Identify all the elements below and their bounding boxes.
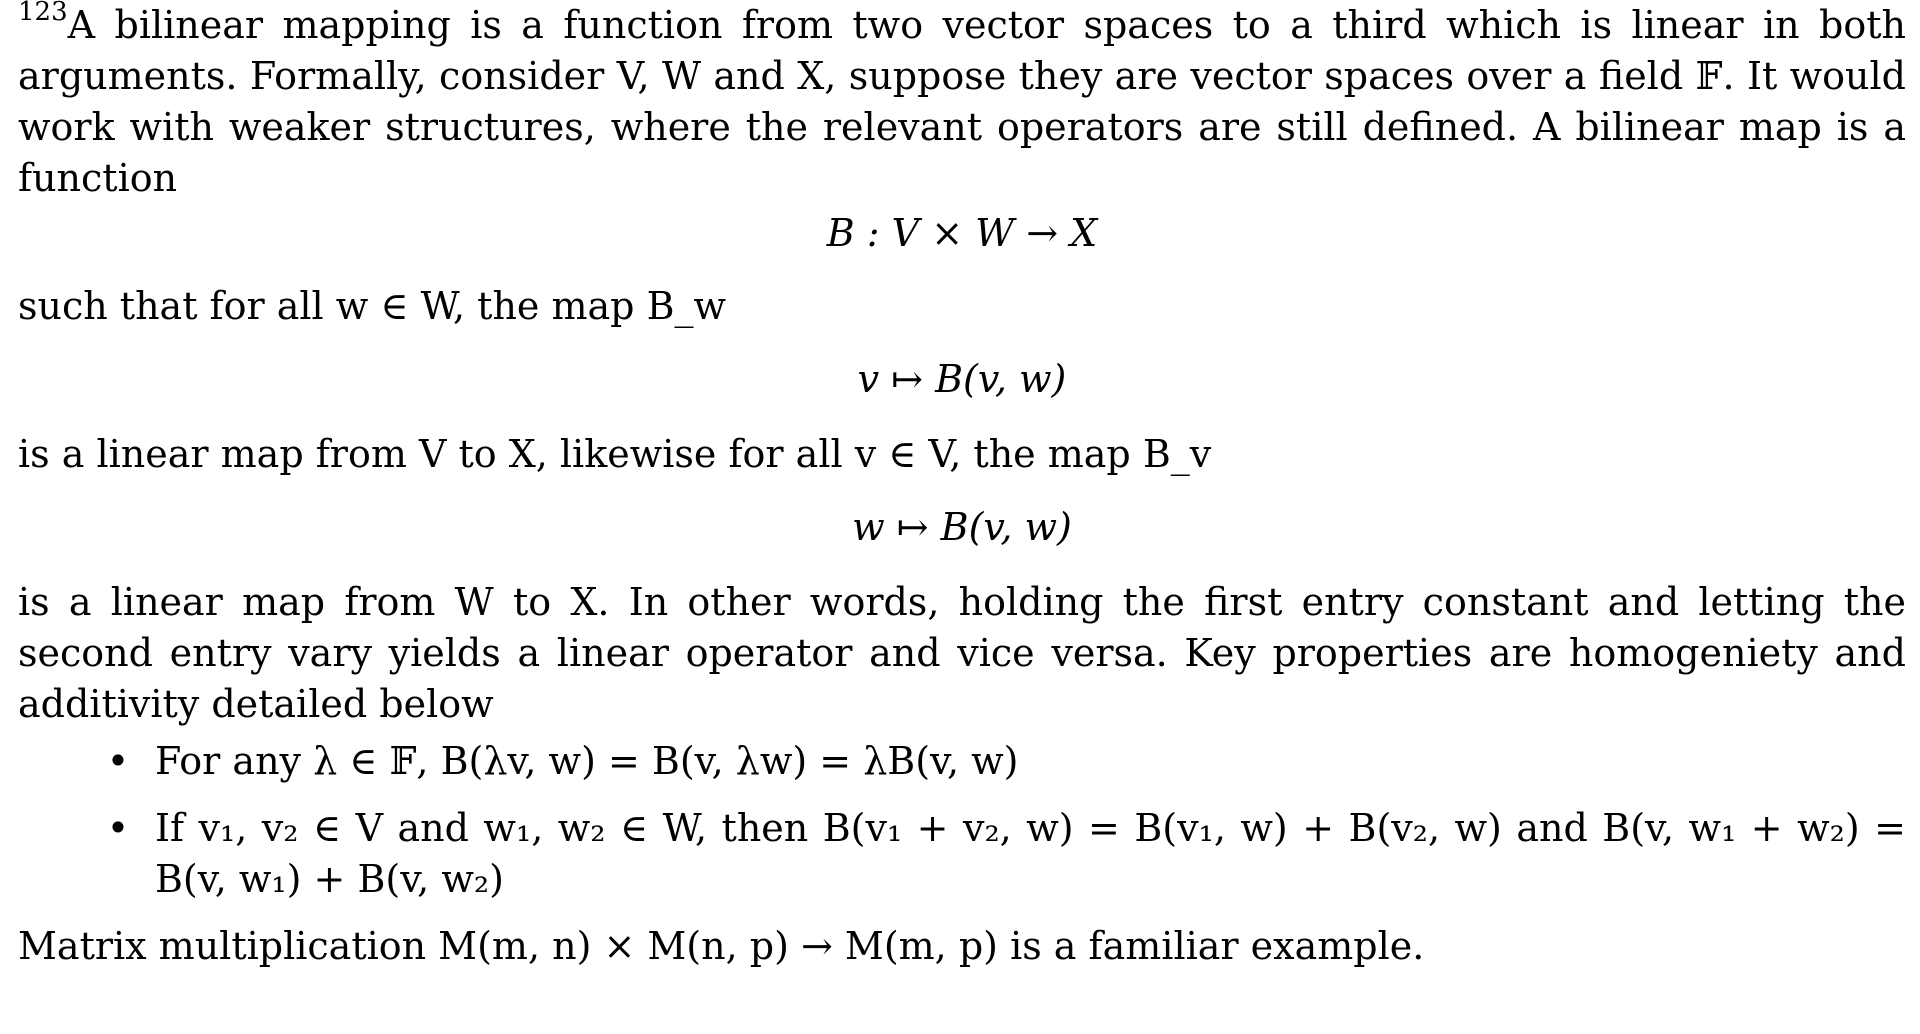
equation-map-v: v ↦ B(v, w) <box>857 357 1067 401</box>
property-additivity-text: If v₁, v₂ ∈ V and w₁, w₂ ∈ W, then B(v₁ + v₂, w) = B(v₁, w) + B(v₂, w) and B(v, w₁ + w₂) = B(v, w₁) + B(v, w₂) <box>155 806 1906 901</box>
properties-list <box>18 736 1906 905</box>
bullet-icon: • <box>106 806 130 850</box>
footnote-intro-paragraph <box>18 0 1906 204</box>
footnote-intro-text: A bilinear mapping is a function from two vector spaces to a third which is linear in both arguments. Formally, consider V, W and X, suppose they are vector spaces over a field 𝔽. It would work with weaker structures, where the relevant operators are still defined. A bilinear map is a function <box>18 3 1906 200</box>
list-item <box>18 736 1906 787</box>
equation-map-w: w ↦ B(v, w) <box>852 505 1072 549</box>
property-homogeneity-text: For any λ ∈ 𝔽, B(λv, w) = B(v, λw) = λB(v, w) <box>155 739 1019 783</box>
bullet-icon: • <box>106 739 130 783</box>
document-page <box>18 0 1906 972</box>
equation-map-definition: B : V × W → X <box>826 211 1098 255</box>
example-paragraph: Matrix multiplication M(m, n) × M(n, p) → M(m, p) is a familiar example. <box>18 924 1425 968</box>
text-after-map: such that for all w ∈ W, the map B_w <box>18 284 727 328</box>
footnote-marker: 123 <box>18 0 68 27</box>
text-after-map-v: is a linear map from V to X, likewise for all v ∈ V, the map B_v <box>18 432 1212 476</box>
explanation-paragraph: is a linear map from W to X. In other words, holding the first entry constant and letting the second entry vary yields a linear operator and vice versa. Key properties are homogeniety and additivity detailed below <box>18 580 1906 726</box>
list-item <box>18 803 1906 905</box>
